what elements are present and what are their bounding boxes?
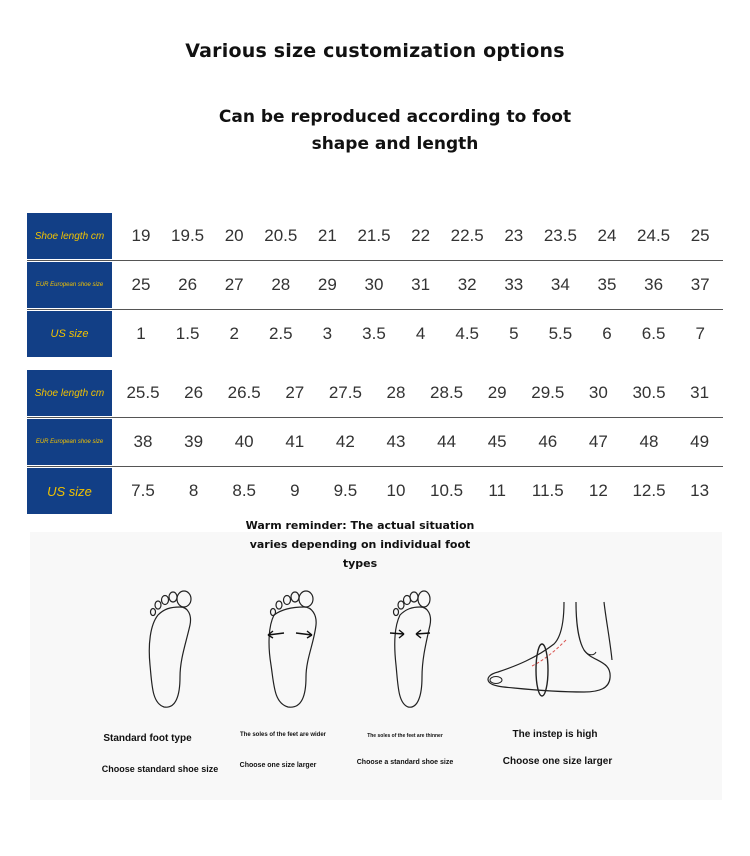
table-cell: 49 <box>690 432 710 451</box>
page-title: Various size customization options <box>185 40 565 62</box>
warm-reminder <box>240 516 480 573</box>
table-cell: 25 <box>131 275 151 294</box>
table-cell: 35 <box>597 275 617 294</box>
table-cell: 32 <box>457 275 477 294</box>
table-cell: 25 <box>690 226 710 245</box>
table-cell: 11.5 <box>531 481 564 500</box>
table-cell: 31 <box>690 383 710 402</box>
high-instep-foot-icon <box>484 600 619 700</box>
table-row <box>27 310 723 358</box>
foot-type-advice: Choose standard shoe size <box>101 764 219 774</box>
table-cell: 20 <box>224 226 244 245</box>
foot-type-advice: Choose a standard shoe size <box>356 759 454 766</box>
table-cell: 4.5 <box>455 324 479 343</box>
row-label: Shoe length cm <box>27 370 112 416</box>
table-row <box>27 369 723 418</box>
table-cell: 24.5 <box>637 226 671 245</box>
table-cell: 46 <box>538 432 558 451</box>
foot-type-name: The soles of the feet are thinner <box>367 733 443 739</box>
table-cell: 1 <box>136 324 146 343</box>
table-cell: 23.5 <box>543 226 577 245</box>
table-row <box>27 467 723 515</box>
reminder-line-2: varies depending on individual foot types <box>249 538 471 570</box>
table-cell: 48 <box>639 432 659 451</box>
table-cell: 21 <box>317 226 337 245</box>
table-cell: 45 <box>487 432 507 451</box>
table-cell: 38 <box>133 432 153 451</box>
table-cell: 10.5 <box>430 481 464 500</box>
row-label: Shoe length cm <box>27 213 112 259</box>
table-cell: 47 <box>588 432 608 451</box>
table-cell: 31 <box>411 275 431 294</box>
table-cell: 40 <box>234 432 254 451</box>
table-cell: 9 <box>290 481 300 500</box>
table-cell: 43 <box>386 432 406 451</box>
table-cell: 3.5 <box>362 324 386 343</box>
foot-type-name: The soles of the feet are wider <box>239 732 327 738</box>
reminder-line-1: Warm reminder: The actual situation <box>245 519 475 532</box>
page-subtitle: Can be reproduced according to foot shape and length <box>218 107 572 154</box>
table-cell: 3 <box>322 324 333 343</box>
table-cell: 44 <box>437 432 457 451</box>
table-cell: 42 <box>335 432 355 451</box>
table-cell: 2 <box>229 324 239 343</box>
table-cell: 26 <box>178 275 198 294</box>
table-cell: 12.5 <box>632 481 666 500</box>
table-cell: 29.5 <box>531 383 565 402</box>
table-cell: 21.5 <box>357 226 391 245</box>
table-cell: 28 <box>271 275 291 294</box>
table-cell: 30 <box>588 383 608 402</box>
table-cell: 28 <box>386 383 406 402</box>
foot-type-advice: Choose one size larger <box>239 762 317 769</box>
wide-foot-icon <box>262 585 322 713</box>
table-cell: 6.5 <box>641 324 666 343</box>
standard-foot-icon <box>140 585 200 713</box>
table-cell: 12 <box>588 481 608 500</box>
table-cell: 11 <box>488 481 507 500</box>
table-cell: 5.5 <box>548 324 573 343</box>
table-cell: 36 <box>644 275 664 294</box>
table-cell: 7 <box>695 324 705 343</box>
row-label: US size <box>27 468 112 514</box>
table-cell: 26.5 <box>227 383 261 402</box>
table-cell: 34 <box>550 275 570 294</box>
table-cell: 20.5 <box>264 226 298 245</box>
table-cell: 27.5 <box>328 383 362 402</box>
table-cell: 33 <box>504 275 524 294</box>
table-cell: 2.5 <box>268 324 293 343</box>
table-cell: 8.5 <box>232 481 256 500</box>
row-label: US size <box>27 311 112 357</box>
table-cell: 10 <box>386 481 406 500</box>
table-cell: 30.5 <box>632 383 666 402</box>
table-cell: 29 <box>317 275 337 294</box>
table-cell: 29 <box>487 383 507 402</box>
row-label: EUR European shoe size <box>27 419 112 465</box>
table-cell: 23 <box>504 226 524 245</box>
table-cell: 24 <box>597 226 617 245</box>
table-cell: 13 <box>690 481 710 500</box>
size-table-1 <box>27 212 723 358</box>
table-row <box>27 212 723 261</box>
thin-foot-icon <box>382 585 442 713</box>
table-cell: 39 <box>184 432 204 451</box>
table-row <box>27 418 723 467</box>
foot-type-name: Standard foot type <box>103 733 192 744</box>
table-cell: 26 <box>184 383 204 402</box>
row-label: EUR European shoe size <box>27 262 112 308</box>
table-cell: 37 <box>690 275 710 294</box>
table-cell: 27 <box>285 383 305 402</box>
table-cell: 19 <box>131 226 151 245</box>
table-cell: 22.5 <box>450 226 484 245</box>
table-cell: 7.5 <box>131 481 155 500</box>
table-cell: 4 <box>415 324 426 343</box>
foot-type-advice: Choose one size larger <box>502 756 613 767</box>
table-row <box>27 261 723 310</box>
table-cell: 22 <box>411 226 431 245</box>
table-cell: 5 <box>509 324 519 343</box>
table-cell: 9.5 <box>333 481 358 500</box>
table-cell: 27 <box>224 275 244 294</box>
table-cell: 8 <box>188 481 199 500</box>
table-cell: 25.5 <box>126 383 160 402</box>
table-cell: 28.5 <box>430 383 464 402</box>
table-cell: 6 <box>602 324 612 343</box>
foot-type-name: The instep is high <box>512 729 598 740</box>
size-table-2 <box>27 369 723 515</box>
table-cell: 30 <box>364 275 384 294</box>
table-cell: 1.5 <box>175 324 200 343</box>
table-cell: 41 <box>285 432 305 451</box>
table-cell: 19.5 <box>171 226 205 245</box>
